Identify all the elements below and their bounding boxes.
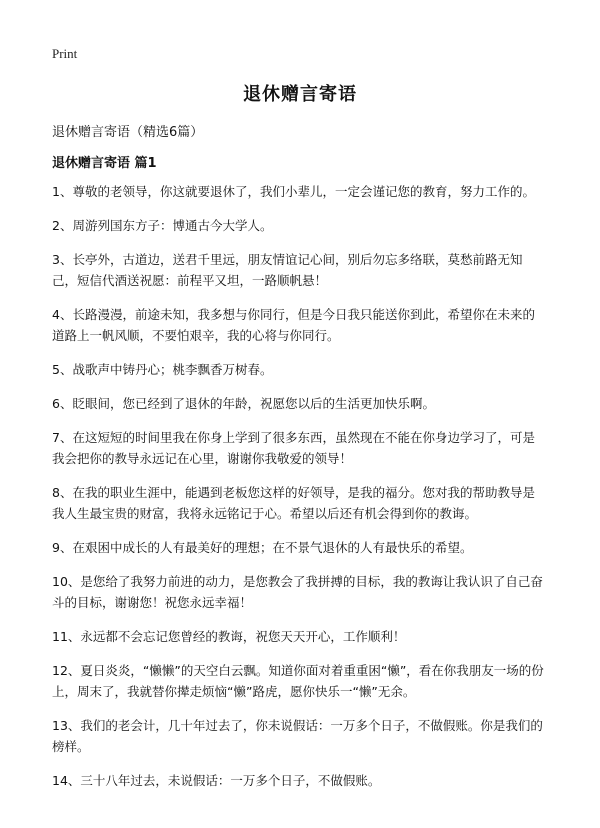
blessing-list [52,181,544,804]
list-item: 10、是您给了我努力前进的动力，是您教会了我拼搏的目标，我的教诲让我认识了自己奋斗的目标，谢谢您！祝您永远幸福！ [52,574,543,610]
list-item: 7、在这短短的时间里我在你身上学到了很多东西，虽然现在不能在你身边学习了，可是我会把你的教导永远记在心里，谢谢你我敬爱的领导！ [52,430,535,466]
list-item: 13、我们的老会计，几十年过去了，你未说假话：一万多个日子，不做假账。你是我们的榜样。 [52,718,543,754]
section-heading: 退休赠言寄语 篇1 [52,156,157,171]
list-item: 8、在我的职业生涯中，能遇到老板您这样的好领导，是我的福分。您对我的帮助教导是我人生最宝贵的财富，我将永远铭记于心。希望以后还有机会得到你的教诲。 [52,485,535,521]
document-subtitle: 退休赠言寄语（精选6篇） [52,125,204,140]
list-item: 5、战歌声中铸丹心；桃李飘香万树春。 [52,362,273,377]
list-item: 11、永远都不会忘记您曾经的教诲，祝您天天开心，工作顺利！ [52,629,406,644]
list-item: 2、周游列国东方子：博通古今大学人。 [52,218,273,233]
list-item: 12、夏日炎炎，“懒懒”的天空白云飘。知道你面对着重重困“懒”，看在你我朋友一场的份上，周末了，我就替你撵走烦恼“懒”路虎，愿你快乐一“懒”无余。 [52,663,544,699]
list-item: 3、长亭外，古道边，送君千里远，朋友情谊记心间，别后勿忘多络联，莫愁前路无知己，短信代酒送祝愿：前程平又坦，一路顺帆悬！ [52,252,523,288]
list-item: 4、长路漫漫，前途未知，我多想与你同行，但是今日我只能送你到此，希望你在未来的道路上一帆风顺，不要怕艰辛，我的心将与你同行。 [52,307,535,343]
list-item: 6、眨眼间，您已经到了退休的年龄，祝愿您以后的生活更加快乐啊。 [52,396,435,411]
list-item: 1、尊敬的老领导，你这就要退休了，我们小辈儿，一定会谨记您的教育，努力工作的。 [52,184,535,199]
print-link[interactable]: Print [52,46,78,61]
list-item: 14、三十八年过去，未说假话：一万多个日子，不做假账。 [52,773,381,788]
document-title: 退休赠言寄语 [243,84,357,105]
list-item: 9、在艰困中成长的人有最美好的理想；在不景气退休的人有最快乐的希望。 [52,540,473,555]
